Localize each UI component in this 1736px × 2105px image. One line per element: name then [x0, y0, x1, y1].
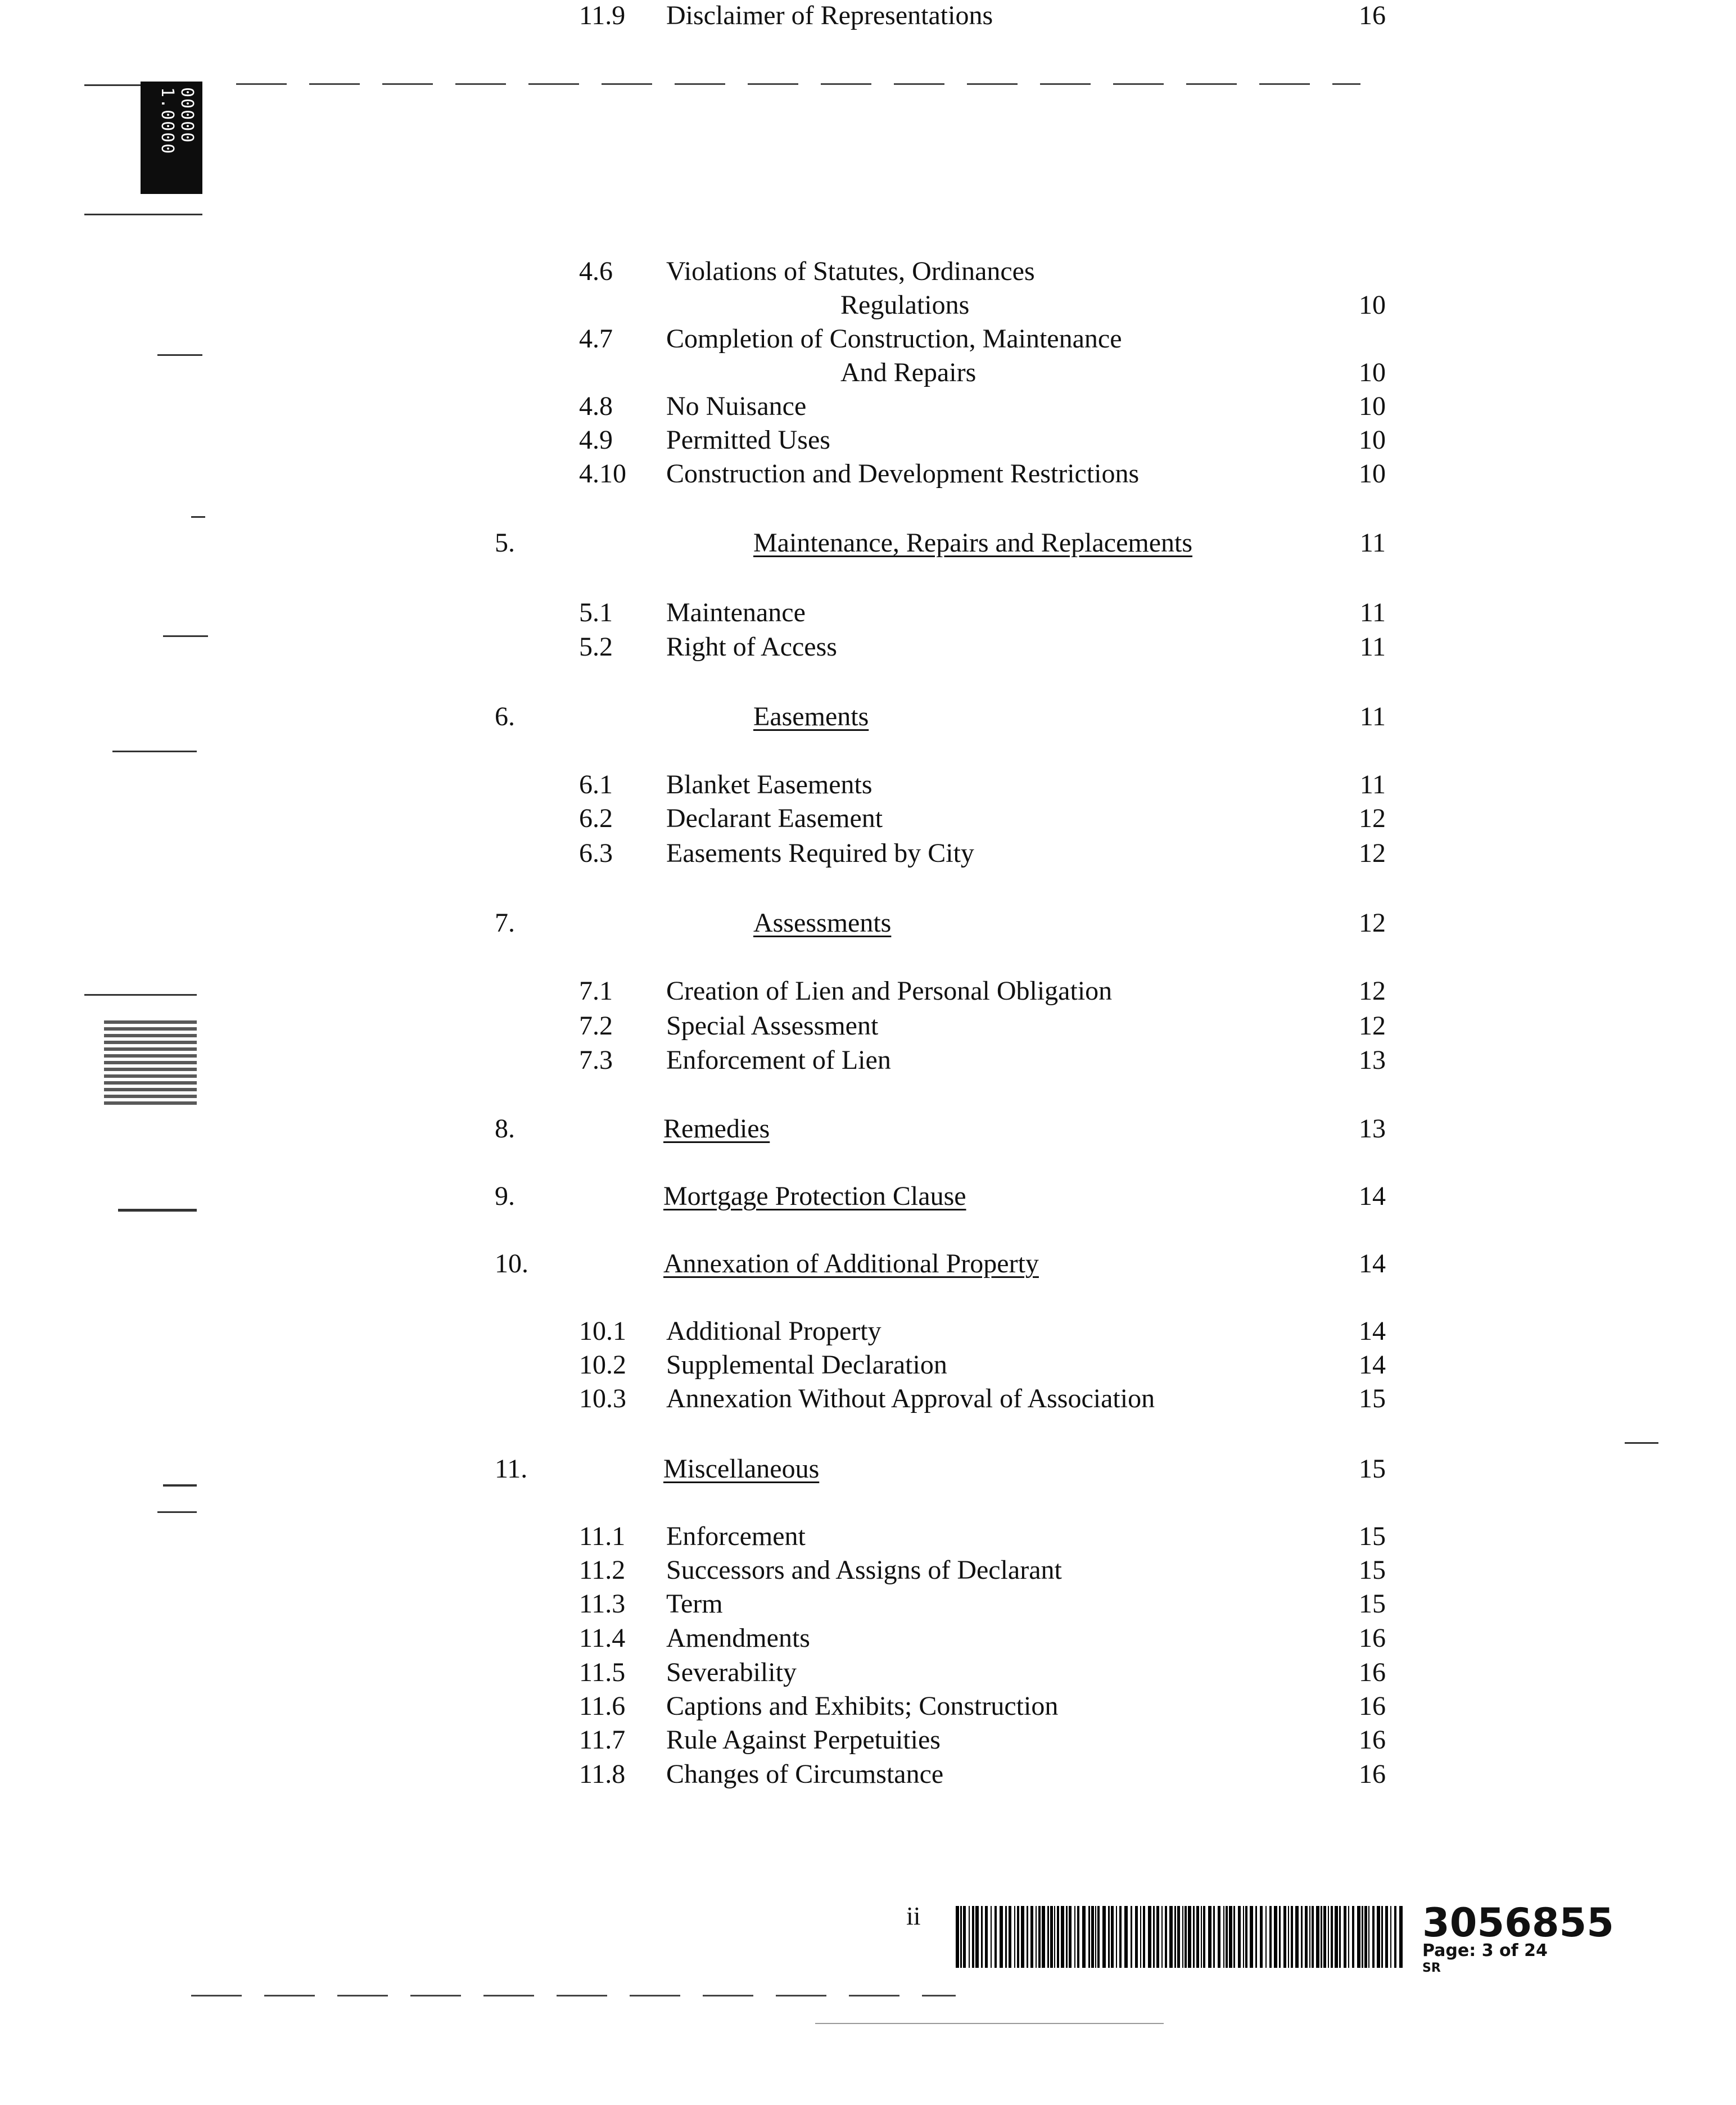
barcode: [956, 1906, 1408, 1968]
toc-entry-title: Enforcement: [666, 1521, 806, 1551]
barcode-bar: [1301, 1906, 1303, 1968]
scan-mark: [163, 1484, 197, 1487]
toc-page-number: 15: [1359, 1555, 1386, 1585]
toc-page-number: 10: [1359, 425, 1386, 455]
barcode-bar: [1140, 1906, 1141, 1968]
barcode-bar: [1323, 1906, 1326, 1968]
barcode-bar: [1399, 1906, 1403, 1968]
toc-subsection-number: 6.3: [579, 838, 613, 868]
barcode-bar: [981, 1906, 983, 1968]
toc-subsection-number: 10.2: [579, 1350, 626, 1380]
barcode-bar: [1030, 1906, 1033, 1968]
toc-page-number: 12: [1359, 803, 1386, 833]
scan-mark: [84, 994, 197, 996]
toc-subsection-number: 7.1: [579, 976, 613, 1006]
page-number: ii: [906, 1901, 921, 1930]
toc-entry-title-continued: Regulations: [840, 290, 970, 320]
barcode-bar: [1243, 1906, 1244, 1968]
scan-noise: [104, 1020, 197, 1105]
barcode-bar: [1088, 1906, 1090, 1968]
barcode-bar: [994, 1906, 997, 1968]
barcode-bar: [1368, 1906, 1369, 1968]
toc-section-title: Miscellaneous: [663, 1454, 820, 1484]
toc-page-number: 11: [1359, 770, 1386, 799]
toc-page-number: 11: [1359, 702, 1386, 731]
barcode-bar: [1174, 1906, 1176, 1968]
barcode-bar: [1005, 1906, 1007, 1968]
barcode-bar: [1069, 1906, 1072, 1968]
barcode-bar: [1357, 1906, 1360, 1968]
toc-subsection-number: 11.7: [579, 1725, 626, 1755]
barcode-bar: [1238, 1906, 1241, 1968]
barcode-bar: [969, 1906, 970, 1968]
scan-mark: [84, 214, 202, 215]
barcode-bar: [1102, 1906, 1106, 1968]
barcode-bar: [960, 1906, 962, 1968]
scan-mark: [157, 354, 202, 356]
barcode-bar: [1038, 1906, 1041, 1968]
toc-subsection-number: 4.10: [579, 459, 626, 489]
toc-entry-title: Captions and Exhibits; Construction: [666, 1691, 1059, 1721]
toc-section-title: Maintenance, Repairs and Replacements: [753, 528, 1193, 558]
toc-entry-title: Violations of Statutes, Ordinances: [666, 256, 1035, 286]
toc-page-number: 13: [1359, 1114, 1386, 1144]
toc-entry-title: Construction and Development Restrictions: [666, 459, 1140, 489]
toc-page-number: 14: [1359, 1350, 1386, 1380]
barcode-bar: [1328, 1906, 1329, 1968]
toc-entry-title: Permitted Uses: [666, 425, 830, 455]
barcode-bar: [1316, 1906, 1319, 1968]
toc-page-number: 16: [1359, 1623, 1386, 1653]
barcode-bar: [1161, 1906, 1163, 1968]
toc-section-number: 11.: [495, 1454, 528, 1484]
toc-section-title: Mortgage Protection Clause: [663, 1181, 966, 1211]
scan-mark: [1625, 1442, 1658, 1444]
barcode-bar: [1394, 1906, 1396, 1968]
toc-entry-title: Changes of Circumstance: [666, 1759, 944, 1789]
toc-entry-title: Completion of Construction, Maintenance: [666, 324, 1122, 354]
barcode-bar: [1196, 1906, 1199, 1968]
scan-mark: [815, 2023, 1164, 2024]
barcode-bar: [1269, 1906, 1272, 1968]
toc-entry-title: Special Assessment: [666, 1011, 879, 1041]
scan-mark: [191, 516, 205, 518]
barcode-bar: [1201, 1906, 1202, 1968]
toc-entry-title: Easements Required by City: [666, 838, 974, 868]
toc-page-number: 16: [1359, 1725, 1386, 1755]
toc-section-number: 7.: [495, 908, 515, 938]
toc-subsection-number: 5.1: [579, 598, 613, 627]
barcode-bar: [1036, 1906, 1037, 1968]
toc-subsection-number: 4.6: [579, 256, 613, 286]
barcode-bar: [1312, 1906, 1314, 1968]
toc-entry-title: Severability: [666, 1657, 797, 1687]
barcode-bar: [1116, 1906, 1117, 1968]
barcode-bar: [963, 1906, 966, 1968]
barcode-bar: [1014, 1906, 1015, 1968]
toc-section-number: 6.: [495, 702, 515, 731]
barcode-bar: [1218, 1906, 1220, 1968]
barcode-bar: [1226, 1906, 1228, 1968]
barcode-bar: [1364, 1906, 1367, 1968]
barcode-bar: [1148, 1906, 1151, 1968]
barcode-bar: [1229, 1906, 1232, 1968]
toc-page-number: 11: [1359, 632, 1386, 662]
toc-page-number: 10: [1359, 290, 1386, 320]
barcode-bar: [1321, 1906, 1322, 1968]
toc-entry-title: Enforcement of Lien: [666, 1045, 891, 1075]
barcode-bar: [1077, 1906, 1079, 1968]
barcode-bar: [1177, 1906, 1180, 1968]
toc-entry-title: Amendments: [666, 1623, 810, 1653]
toc-entry-title: Right of Access: [666, 632, 837, 662]
toc-section-number: 10.: [495, 1249, 528, 1279]
toc-subsection-number: 11.5: [579, 1657, 626, 1687]
barcode-bar: [1295, 1906, 1299, 1968]
toc-entry-title: Supplemental Declaration: [666, 1350, 947, 1380]
barcode-bar: [1047, 1906, 1049, 1968]
toc-entry-title: Annexation Without Approval of Association: [666, 1384, 1155, 1413]
barcode-bar: [1042, 1906, 1045, 1968]
toc-section-number: 8.: [495, 1114, 515, 1144]
toc-page-number: 10: [1359, 459, 1386, 489]
barcode-bar: [1057, 1906, 1059, 1968]
barcode-bar: [1185, 1906, 1187, 1968]
barcode-bar: [1372, 1906, 1375, 1968]
barcode-bar: [1119, 1906, 1122, 1968]
toc-entry-title: Rule Against Perpetuities: [666, 1725, 941, 1755]
barcode-bar: [1208, 1906, 1211, 1968]
barcode-bar: [1111, 1906, 1114, 1968]
barcode-bar: [1095, 1906, 1096, 1968]
barcode-bar: [1291, 1906, 1293, 1968]
barcode-bar: [1265, 1906, 1267, 1968]
scan-mark: [163, 635, 208, 637]
toc-subsection-number: 4.9: [579, 425, 613, 455]
toc-page-number: 15: [1359, 1521, 1386, 1551]
barcode-bar: [1050, 1906, 1053, 1968]
bottom-dash-line: [191, 1995, 956, 1996]
barcode-bar: [1188, 1906, 1191, 1968]
toc-section-title: Annexation of Additional Property: [663, 1249, 1039, 1279]
toc-subsection-number: 4.7: [579, 324, 613, 354]
toc-subsection-number: 11.3: [579, 1589, 626, 1619]
toc-entry-title: Blanket Easements: [666, 770, 872, 799]
barcode-bar: [1066, 1906, 1068, 1968]
toc-subsection-number: 7.2: [579, 1011, 613, 1041]
toc-subsection-number: 10.1: [579, 1316, 626, 1346]
barcode-bar: [1309, 1906, 1310, 1968]
barcode-bar: [1054, 1906, 1055, 1968]
barcode-bar: [1339, 1906, 1341, 1968]
barcode-bar: [1233, 1906, 1235, 1968]
toc-page-number: 16: [1359, 1, 1386, 30]
document-number: 3056855: [1422, 1900, 1614, 1946]
top-dash-line: [236, 83, 1360, 85]
barcode-bar: [1135, 1906, 1138, 1968]
barcode-bar: [985, 1906, 988, 1968]
barcode-bar: [1223, 1906, 1224, 1968]
toc-page-number: 12: [1359, 976, 1386, 1006]
barcode-bar: [1203, 1906, 1205, 1968]
barcode-bar: [1097, 1906, 1100, 1968]
toc-entry-title: Additional Property: [666, 1316, 881, 1346]
toc-section-title: Remedies: [663, 1114, 770, 1144]
barcode-bar: [1260, 1906, 1263, 1968]
toc-subsection-number: 11.1: [579, 1521, 626, 1551]
barcode-bar: [1331, 1906, 1333, 1968]
toc-page-number: 16: [1359, 1657, 1386, 1687]
toc-page-number: 12: [1359, 838, 1386, 868]
barcode-bar: [1362, 1906, 1363, 1968]
barcode-bar: [1274, 1906, 1277, 1968]
scan-mark: [118, 1209, 197, 1212]
barcode-bar: [1283, 1906, 1286, 1968]
toc-subsection-number: 6.2: [579, 803, 613, 833]
toc-section-title: Assessments: [753, 908, 892, 938]
barcode-bar: [1143, 1906, 1145, 1968]
barcode-bar: [1000, 1906, 1003, 1968]
toc-section-number: 5.: [495, 528, 515, 558]
toc-subsection-number: 11.4: [579, 1623, 626, 1653]
barcode-bar: [1245, 1906, 1247, 1968]
barcode-bar: [1074, 1906, 1075, 1968]
barcode-bar: [1061, 1906, 1064, 1968]
toc-entry-title-continued: And Repairs: [840, 358, 976, 387]
barcode-bar: [1279, 1906, 1281, 1968]
scan-label-text: 00000 1.0000: [157, 87, 197, 155]
barcode-bar: [1131, 1906, 1132, 1968]
toc-page-number: 11: [1359, 598, 1386, 627]
barcode-bar: [1381, 1906, 1383, 1968]
toc-subsection-number: 4.8: [579, 391, 613, 421]
barcode-bar: [1193, 1906, 1195, 1968]
toc-section-number: 9.: [495, 1181, 515, 1211]
barcode-bar: [1108, 1906, 1110, 1968]
barcode-bar: [1377, 1906, 1380, 1968]
barcode-bar: [1385, 1906, 1388, 1968]
barcode-bar: [975, 1906, 979, 1968]
barcode-bar: [1348, 1906, 1349, 1968]
toc-entry-title: Creation of Lien and Personal Obligation: [666, 976, 1113, 1006]
barcode-bar: [1213, 1906, 1215, 1968]
barcode-bar: [1288, 1906, 1289, 1968]
barcode-bar: [1165, 1906, 1167, 1968]
scan-label: [141, 82, 202, 194]
barcode-bar: [1021, 1906, 1024, 1968]
toc-subsection-number: 11.8: [579, 1759, 626, 1789]
barcode-bar: [1250, 1906, 1253, 1968]
toc-subsection-number: 6.1: [579, 770, 613, 799]
page-of-count: Page: 3 of 24: [1422, 1941, 1548, 1961]
barcode-bar: [1344, 1906, 1346, 1968]
toc-entry-title: Disclaimer of Representations: [666, 1, 993, 30]
toc-page-number: 14: [1359, 1249, 1386, 1279]
barcode-bar: [1305, 1906, 1308, 1968]
barcode-bar: [1009, 1906, 1011, 1968]
toc-subsection-number: 5.2: [579, 632, 613, 662]
toc-page-number: 15: [1359, 1384, 1386, 1413]
barcode-bar: [1169, 1906, 1173, 1968]
toc-page-number: 12: [1359, 908, 1386, 938]
toc-entry-title: Successors and Assigns of Declarant: [666, 1555, 1062, 1585]
scan-mark: [112, 751, 197, 752]
toc-page-number: 12: [1359, 1011, 1386, 1041]
toc-subsection-number: 10.3: [579, 1384, 626, 1413]
barcode-bar: [1124, 1906, 1128, 1968]
toc-entry-title: Term: [666, 1589, 723, 1619]
barcode-bar: [972, 1906, 974, 1968]
toc-page-number: 11: [1359, 528, 1386, 558]
scan-mark: [84, 84, 141, 86]
barcode-bar: [1352, 1906, 1354, 1968]
toc-entry-title: No Nuisance: [666, 391, 807, 421]
toc-page-number: 15: [1359, 1589, 1386, 1619]
toc-page-number: 15: [1359, 1454, 1386, 1484]
barcode-bar: [1335, 1906, 1338, 1968]
toc-page-number: 13: [1359, 1045, 1386, 1075]
toc-page-number: 16: [1359, 1759, 1386, 1789]
toc-page-number: 14: [1359, 1181, 1386, 1211]
barcode-bar: [1027, 1906, 1028, 1968]
barcode-bar: [956, 1906, 959, 1968]
barcode-bar: [1182, 1906, 1183, 1968]
barcode-bar: [1390, 1906, 1391, 1968]
toc-subsection-number: 11.9: [579, 1, 626, 30]
toc-subsection-number: 11.6: [579, 1691, 626, 1721]
scan-mark: [157, 1511, 197, 1513]
barcode-bar: [1156, 1906, 1159, 1968]
toc-entry-title: Maintenance: [666, 598, 806, 627]
toc-page-number: 10: [1359, 358, 1386, 387]
barcode-bar: [1091, 1906, 1094, 1968]
recording-mark: SR: [1422, 1961, 1441, 1975]
toc-subsection-number: 11.2: [579, 1555, 626, 1585]
toc-page-number: 16: [1359, 1691, 1386, 1721]
toc-entry-title: Declarant Easement: [666, 803, 883, 833]
barcode-bar: [991, 1906, 992, 1968]
toc-subsection-number: 7.3: [579, 1045, 613, 1075]
toc-section-title: Easements: [753, 702, 869, 731]
barcode-bar: [1255, 1906, 1257, 1968]
barcode-bar: [1082, 1906, 1086, 1968]
toc-page-number: 14: [1359, 1316, 1386, 1346]
barcode-bar: [1017, 1906, 1019, 1968]
toc-page-number: 10: [1359, 391, 1386, 421]
barcode-bar: [1153, 1906, 1155, 1968]
